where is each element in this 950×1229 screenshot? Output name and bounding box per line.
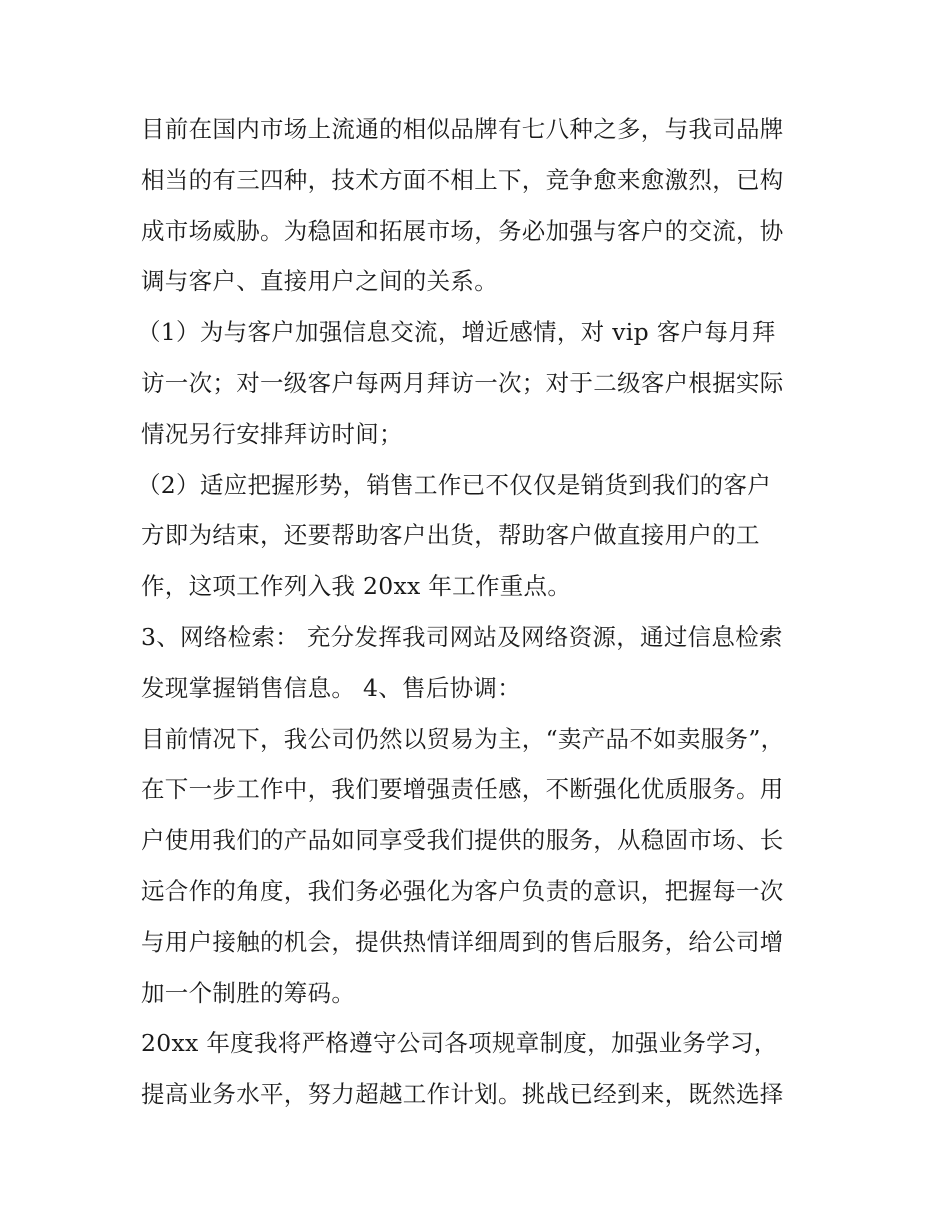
text-line: 作，这项工作列入我 20xx 年工作重点。 [141, 572, 572, 601]
text-line: 与用户接触的机会，提供热情详细周到的售后服务，给公司增 [141, 927, 784, 956]
text-line: 20xx 年度我将严格遵守公司各项规章制度，加强业务学习， [141, 1029, 778, 1058]
text-line: 加一个制胜的筹码。 [141, 978, 356, 1007]
text-line: 提高业务水平，努力超越工作计划。挑战已经到来，既然选择 [141, 1080, 784, 1109]
text-line: 3、网络检索： 充分发挥我司网站及网络资源，通过信息检索 [141, 622, 783, 651]
text-line: 相当的有三四种，技术方面不相上下，竞争愈来愈激烈，已构 [141, 165, 784, 194]
text-line: 成市场威胁。为稳固和拓展市场，务必加强与客户的交流，协 [141, 216, 784, 245]
text-line: 发现掌握销售信息。 4、售后协调： [141, 673, 522, 702]
text-line: （1）为与客户加强信息交流，增近感情，对 vip 客户每月拜 [137, 318, 776, 347]
text-line: （2）适应把握形势，销售工作已不仅仅是销货到我们的客户 [137, 470, 772, 499]
text-line: 在下一步工作中，我们要增强责任感，不断强化优质服务。用 [141, 775, 784, 804]
text-line: 目前情况下，我公司仍然以贸易为主，“卖产品不如卖服务”， [141, 724, 785, 753]
text-line: 调与客户、直接用户之间的关系。 [141, 267, 498, 296]
text-line: 目前在国内市场上流通的相似品牌有七八种之多，与我司品牌 [141, 115, 784, 143]
text-line: 方即为结束，还要帮助客户出货，帮助客户做直接用户的工 [141, 521, 760, 550]
text-line: 远合作的角度，我们务必强化为客户负责的意识，把握每一次 [141, 876, 784, 905]
text-line: 情况另行安排拜访时间； [141, 419, 403, 448]
text-line: 户使用我们的产品如同享受我们提供的服务，从稳固市场、长 [141, 826, 784, 855]
document-body [137, 104, 821, 1120]
text-line: 访一次；对一级客户每两月拜访一次；对于二级客户根据实际 [141, 368, 784, 397]
